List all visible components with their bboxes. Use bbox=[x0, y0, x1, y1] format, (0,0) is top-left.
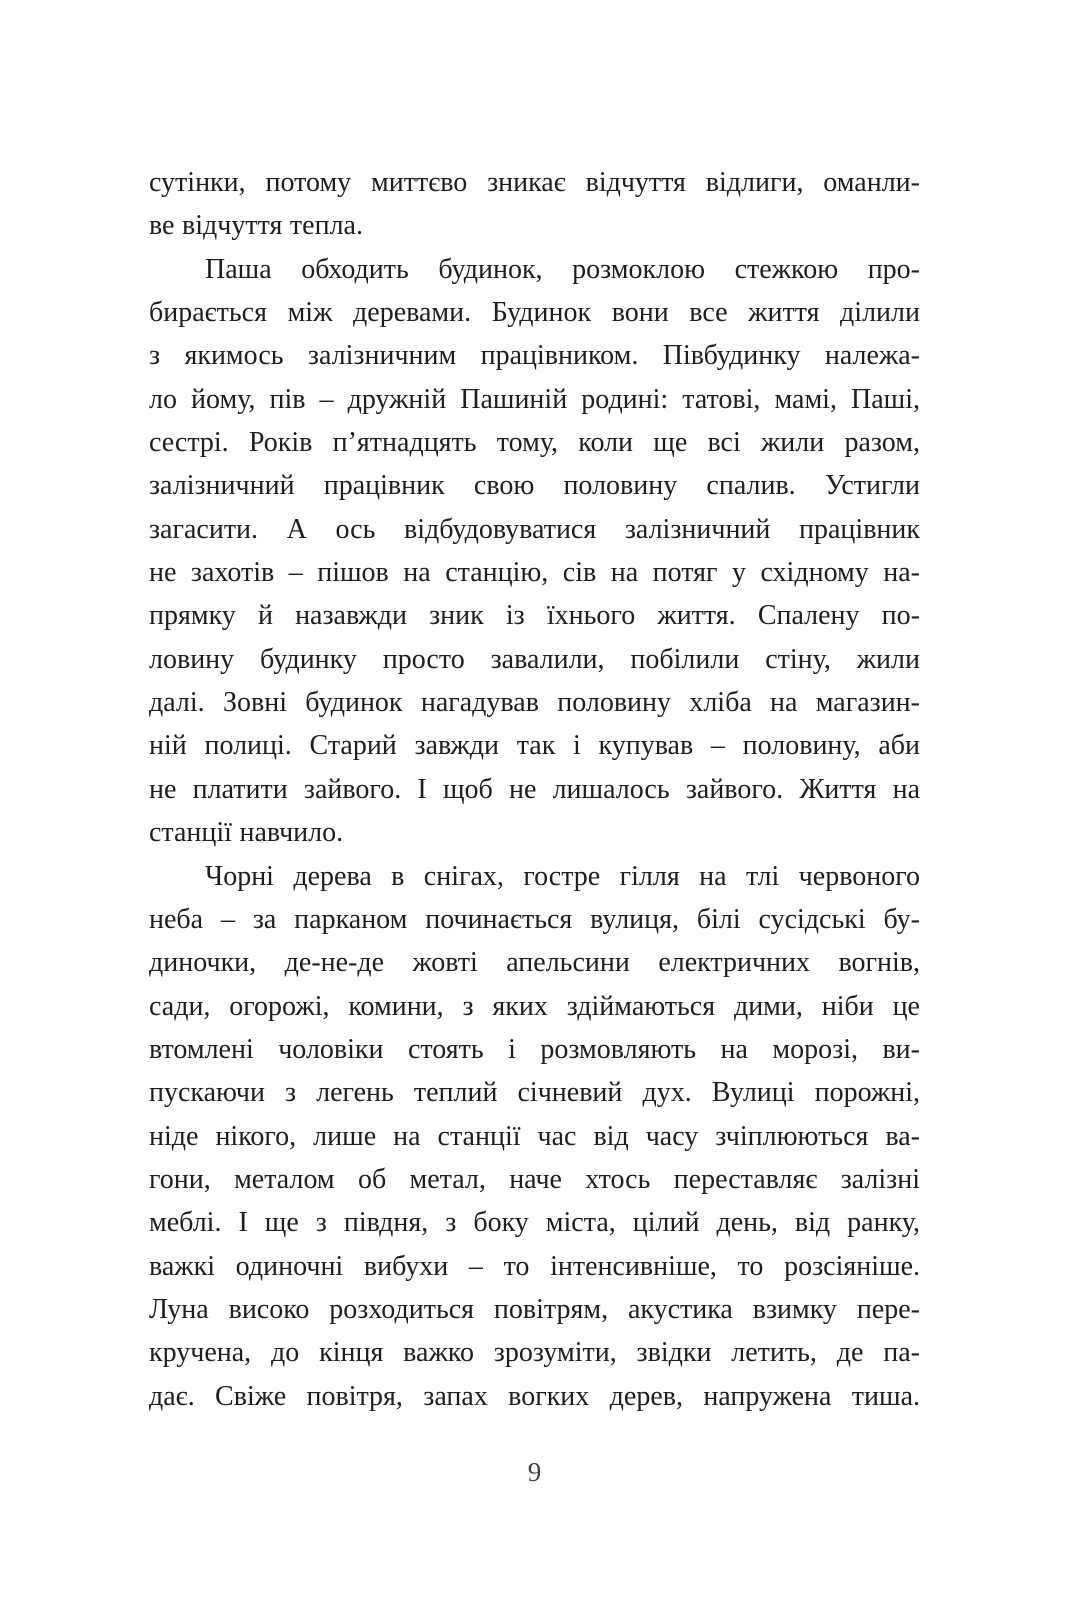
text-line: Паша обходить будинок, розмоклою стежкою про- bbox=[205, 253, 920, 285]
text-line: диночки, де-не-де жовті апельсини електричних вогнів, bbox=[149, 947, 920, 979]
text-line: з якимось залізничним працівником. Півбудинку належа- bbox=[149, 340, 920, 372]
body-text-block bbox=[149, 161, 920, 1418]
text-line: ло йому, пів – дружній Пашиній родині: татові, мамі, Паші, bbox=[149, 383, 920, 415]
text-line: ловину будинку просто завалили, побілили стіну, жили bbox=[149, 643, 920, 675]
text-line: бирається між деревами. Будинок вони все життя ділили bbox=[149, 297, 920, 329]
text-line: ній полиці. Старий завжди так і купував – половину, аби bbox=[149, 730, 920, 762]
paragraph bbox=[149, 855, 920, 1418]
text-line: не захотів – пішов на станцію, сів на потяг у східному на- bbox=[149, 557, 920, 589]
text-line: ніде нікого, лише на станції час від часу зчіплюються ва- bbox=[149, 1120, 920, 1152]
text-line: прямку й назавжди зник із їхнього життя. Спалену по- bbox=[149, 600, 920, 632]
text-line: не платити зайвого. І щоб не лишалось зайвого. Життя на bbox=[149, 773, 920, 805]
text-line: ве відчуття тепла. bbox=[149, 210, 363, 242]
text-line: неба – за парканом починається вулиця, білі сусідські бу- bbox=[149, 903, 920, 935]
text-line: Чорні дерева в снігах, гостре гілля на тлі червоного bbox=[205, 860, 920, 892]
text-line: кручена, до кінця важко зрозуміти, звідки летить, де па- bbox=[149, 1337, 920, 1369]
paragraph bbox=[149, 161, 920, 248]
text-line: загасити. А ось відбудовуватися залізничний працівник bbox=[149, 513, 920, 545]
text-line: Луна високо розходиться повітрям, акустика взимку пере- bbox=[149, 1293, 920, 1325]
text-line: важкі одиночні вибухи – то інтенсивніше, то розсіяніше. bbox=[149, 1250, 920, 1282]
text-line: далі. Зовні будинок нагадував половину хліба на магазин- bbox=[149, 687, 920, 719]
text-line: станції навчило. bbox=[149, 817, 344, 849]
text-line: сестрі. Років п’ятнадцять тому, коли ще всі жили разом, bbox=[149, 427, 920, 459]
text-line: дає. Свіже повітря, запах вогких дерев, напружена тиша. bbox=[149, 1380, 920, 1412]
paragraph bbox=[149, 248, 920, 855]
text-line: сади, огорожі, комини, з яких здіймаються дими, ніби це bbox=[149, 990, 920, 1022]
text-line: сутінки, потому миттєво зникає відчуття відлиги, оманли- bbox=[149, 167, 920, 198]
text-line: меблі. І ще з півдня, з боку міста, цілий день, від ранку, bbox=[149, 1207, 920, 1239]
text-line: залізничний працівник свою половину спалив. Устигли bbox=[149, 470, 920, 502]
text-line: пускаючи з легень теплий січневий дух. Вулиці порожні, bbox=[149, 1077, 920, 1109]
page-number: 9 bbox=[527, 1457, 542, 1487]
text-line: гони, металом об метал, наче хтось переставляє залізні bbox=[149, 1163, 920, 1195]
text-line: втомлені чоловіки стоять і розмовляють на морозі, ви- bbox=[149, 1033, 920, 1065]
